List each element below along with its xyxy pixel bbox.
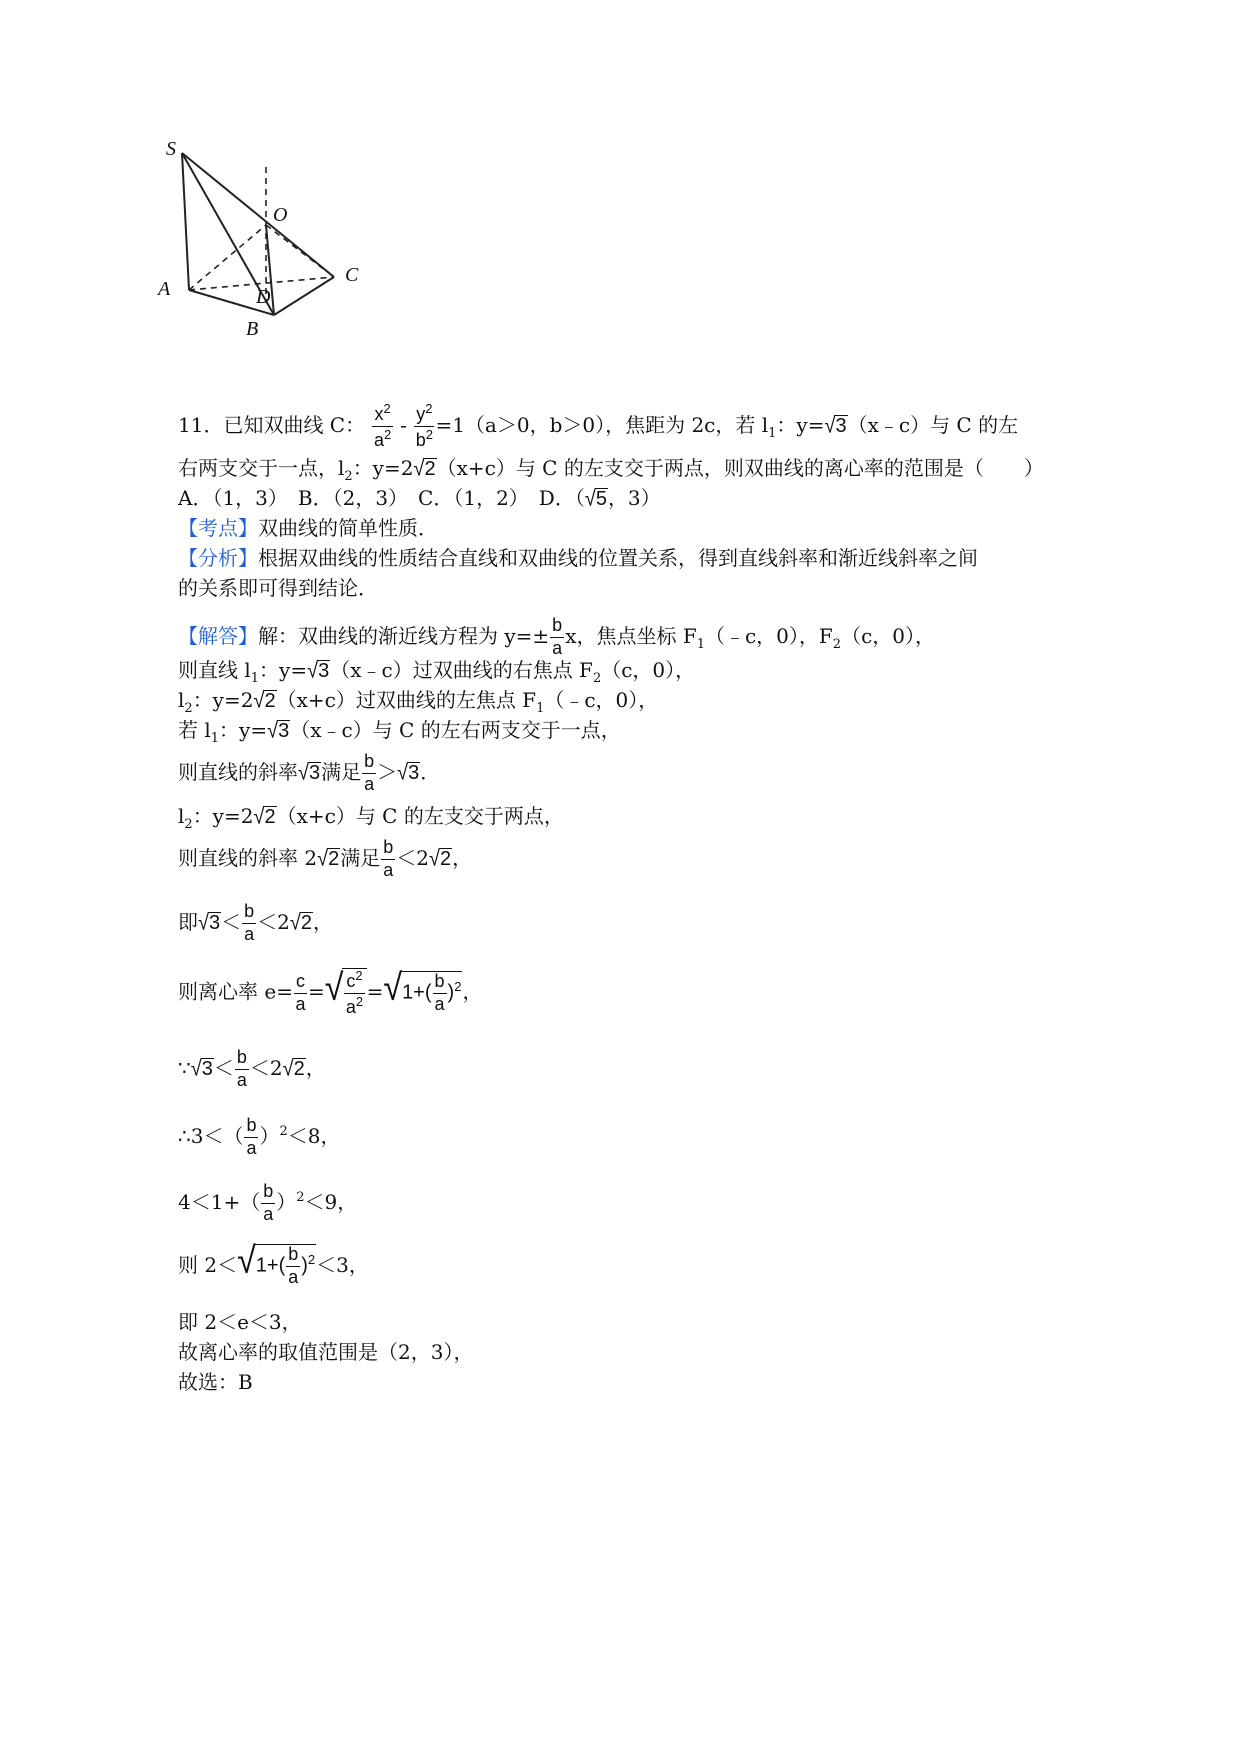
jieda-line-10: ∵√3＜ $\frac{b}{a}$ ＜2√2， (178, 1047, 326, 1090)
sqrt-c2-a2: √ $\frac{c^2}{a^2}$ (325, 968, 367, 1018)
jieda-line-8: 即√3＜ $\frac{b}{a}$ ＜2√2， (178, 901, 333, 944)
jieda-line-9: 则离心率 e= $\frac{c}{a}$ =√ $\frac{c^2}{a^2}$ =√1+( $\frac{b}{a}$ )$^2$， (178, 966, 483, 1017)
jieda-line-4: 若 $l_1$：y=√3（x﹣c）与 C 的左右两支交于一点， (178, 718, 621, 746)
kaodian-line: 【考点】双曲线的简单性质． (178, 516, 438, 540)
answer-options: A．（1，3） B．（2，3） C．（1，2） D．（√5，3） (178, 486, 661, 512)
jieda-line-16: 故选：B (178, 1370, 253, 1394)
jieda-tag: 【解答】 (178, 623, 258, 648)
kaodian-tag: 【考点】 (178, 516, 258, 540)
jieda-line-7: 则直线的斜率 2√2满足 $\frac{b}{a}$ ＜2√2， (178, 837, 473, 880)
sqrt-1-plus-ba2: √1+( $\frac{b}{a}$ )$^2$ (383, 966, 462, 1014)
sqrt-5: √5 (584, 486, 607, 512)
pyramid-figure (158, 138, 430, 385)
label-c: C (345, 264, 359, 286)
jieda-line-5: 则直线的斜率√3满足 $\frac{b}{a}$ ＞√3． (178, 751, 441, 794)
fraction-y2-b2: $\frac{y^2}{b^2}$ (415, 401, 433, 450)
jieda-line-2: 则直线 $l_1$：y=√3（x﹣c）过双曲线的右焦点 $F_2(c$，0）， (178, 658, 696, 686)
label-a: A (158, 278, 171, 300)
fenxi-line-2: 的关系即可得到结论． (178, 576, 378, 600)
jieda-line-6: $l_2$：y=2√2（x+c）与 C 的左支交于两点， (178, 804, 564, 832)
label-b: B (246, 318, 259, 340)
jieda-line-15: 故离心率的取值范围是（2，3）， (178, 1340, 474, 1364)
fenxi-line-1: 【分析】根据双曲线的性质结合直线和双曲线的位置关系，得到直线斜率和渐近线斜率之间 (178, 546, 978, 570)
jieda-line-14: 即 2＜e＜3， (178, 1310, 302, 1334)
fraction-b-a: $\frac{b}{a}$ (552, 615, 563, 658)
sqrt-2: √2 (413, 456, 436, 482)
jieda-line-3: $l_2$：y=2√2（x+c）过双曲线的左焦点 $F_1(﹣c$，0）， (178, 688, 659, 716)
label-s: S (166, 138, 176, 160)
jieda-line-11: ∴3＜（ $\frac{b}{a}$ ）$^2$＜8， (178, 1115, 341, 1158)
label-d: D (256, 286, 271, 308)
fenxi-tag: 【分析】 (178, 546, 258, 570)
jieda-line-12: 4＜1+（ $\frac{b}{a}$ ）$^2$＜9， (178, 1181, 358, 1224)
fraction-x2-a2: $\frac{x^2}{a^2}$ (373, 401, 392, 450)
problem-line-1: 11．已知双曲线 C： $\frac{x^2}{a^2}$ - $\frac{y^2}{b^2}$ =1（a＞0，b＞0），焦距为 2c，若 $l_1$：y=√3（x﹣c）与 C 的左 (178, 401, 1019, 450)
jieda-line-1: 【解答】解：双曲线的渐近线方程为 y=± $\frac{b}{a}$ x，焦点坐标 $F_1(﹣c$，0），$F_2(c$，0）， (178, 615, 936, 658)
jieda-line-13: 则 2＜√1+( $\frac{b}{a}$ )$^2$＜3， (178, 1240, 369, 1288)
label-o: O (273, 204, 288, 226)
sqrt-3: √3 (824, 413, 847, 438)
problem-line-2: 右两支交于一点，$l_2$：y=2√2（x+c）与 C 的左支交于两点，则双曲线的离心率的范围是（ ） (178, 456, 1044, 484)
